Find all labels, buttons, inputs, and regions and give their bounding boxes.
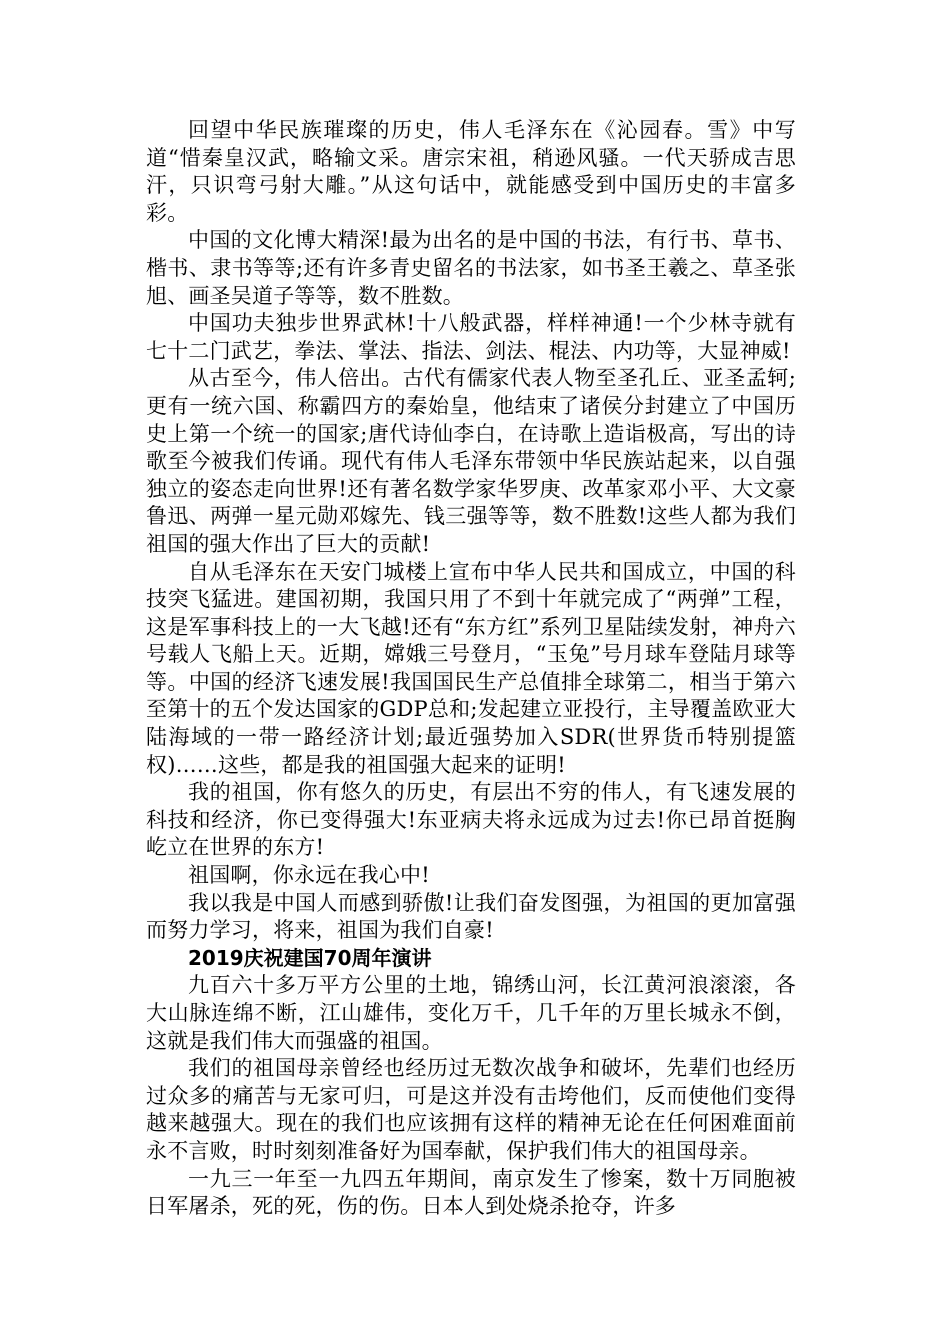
paragraph-land: 九百六十多万平方公里的土地，锦绣山河，长江黄河浪滚滚，各大山脉连绵不断，江山雄伟，变化万千，几千年的万里长城永不倒，这就是我们伟大而强盛的祖国。 — [146, 973, 796, 1053]
section-heading: 2019庆祝建国70周年演讲 — [188, 945, 432, 970]
paragraph-technology-economy: 自从毛泽东在天安门城楼上宣布中华人民共和国成立，中国的科技突飞猛进。建国初期，我国只用了不到十年就完成了“两弹”工程，这是军事科技上的一大飞越!还有“东方红”系列卫星陆续发射，神舟六号载人飞船上天。近期，嫦娥三号登月，“玉兔”号月球车登陆月球等等。中国的经济飞速发展!我国国民生产总值排全球第二，相当于第六至第十的五个发达国家的GDP总和;发起建立亚投行，主导覆盖欧亚大陆海域的一带一路经济计划;最近强势加入SDR(世界货币特别提篮权)……这些，都是我的祖国强大起来的证明! — [146, 559, 796, 777]
paragraph-in-my-heart: 祖国啊，你永远在我心中! — [188, 863, 430, 888]
paragraph-calligraphy: 中国的文化博大精深!最为出名的是中国的书法，有行书、草书、楷书、隶书等等;还有许多青史留名的书法家，如书圣王羲之、草圣张旭、画圣吴道子等等，数不胜数。 — [146, 228, 796, 308]
paragraph-great-people: 从古至今，伟人倍出。古代有儒家代表人物至圣孔丘、亚圣孟轲;更有一统六国、称霸四方的秦始皇，他结束了诸侯分封建立了中国历史上第一个统一的国家;唐代诗仙李白，在诗歌上造诣极高，写出的诗歌至今被我们传诵。现代有伟人毛泽东带领中华民族站起来，以自强独立的姿态走向世界!还有著名数学家华罗庚、改革家邓小平、大文豪鲁迅、两弹一星元勋邓嫁先、钱三强等等，数不胜数!这些人都为我们祖国的强大作出了巨大的贡献! — [146, 366, 796, 556]
paragraph-motherland: 我的祖国，你有悠久的历史，有层出不穷的伟人，有飞速发展的科技和经济，你已变得强大!东亚病夫将永远成为过去!你已昂首挺胸屹立在世界的东方! — [146, 780, 796, 860]
paragraph-mother-country: 我们的祖国母亲曾经也经历过无数次战争和破坏，先辈们也经历过众多的痛苦与无家可归，可是这并没有击垮他们，反而使他们变得越来越强大。现在的我们也应该拥有这样的精神无论在任何困难面前永不言败，时时刻刻准备好为国奉献，保护我们伟大的祖国母亲。 — [146, 1056, 796, 1163]
document-page — [146, 117, 796, 1221]
paragraph-nanjing: 一九三一年至一九四五年期间，南京发生了惨案，数十万同胞被日军屠杀，死的死，伤的伤。日本人到处烧杀抢夺，许多 — [146, 1166, 796, 1219]
paragraph-kungfu: 中国功夫独步世界武林!十八般武器，样样神通!一个少林寺就有七十二门武艺，拳法、掌法、指法、剑法、棍法、内功等，大显神威! — [146, 311, 796, 363]
paragraph-history: 回望中华民族璀璨的历史，伟人毛泽东在《沁园春。雪》中写道“惜秦皇汉武，略输文采。唐宗宋祖，稍逊风骚。一代天骄成吉思汗，只识弯弓射大雕。”从这句话中，就能感受到中国历史的丰富多彩。 — [146, 118, 796, 225]
paragraph-proud: 我以我是中国人而感到骄傲!让我们奋发图强，为祖国的更加富强而努力学习，将来，祖国为我们自豪! — [146, 890, 796, 943]
